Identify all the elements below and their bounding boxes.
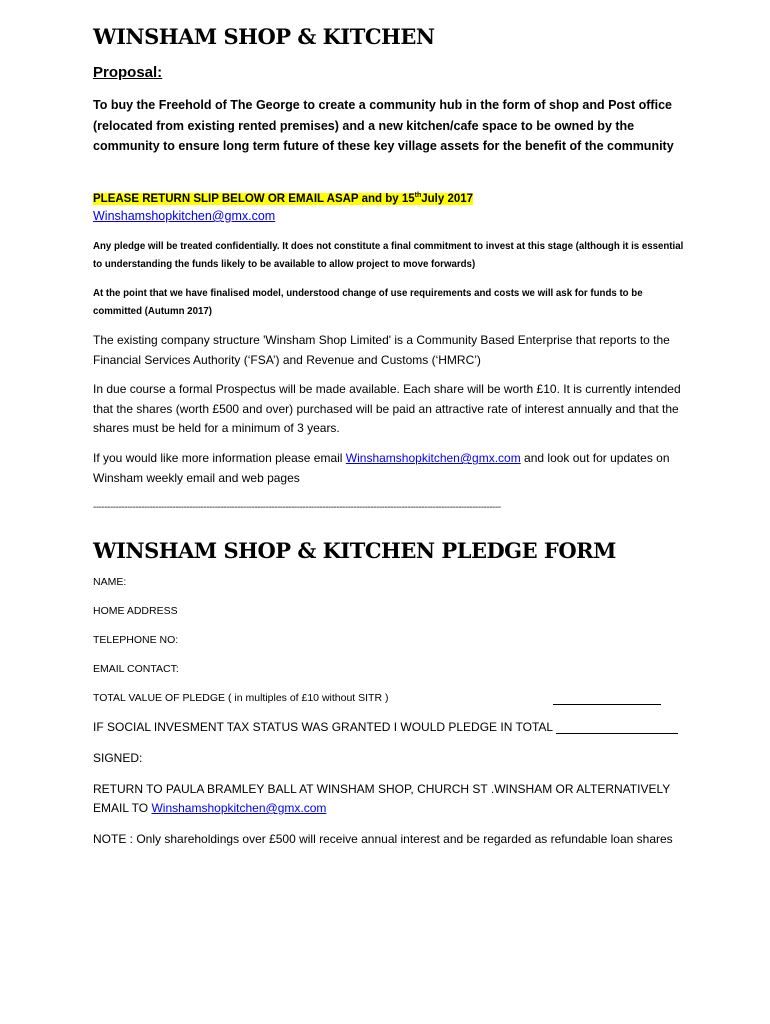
more-info-paragraph: [93, 449, 693, 488]
return-notice-text: PLEASE RETURN SLIP BELOW OR EMAIL ASAP and by 15: [93, 193, 415, 205]
structure-paragraph: The existing company structure 'Winsham Shop Limited' is a Community Based Enterprise that reports to the Financial Services Authority (‘FSA’) and Revenue and Customs (‘HMRC’): [93, 333, 670, 367]
return-instructions: RETURN TO PAULA BRAMLEY BALL AT WINSHAM SHOP, CHURCH ST .WINSHAM OR ALTERNATIVELY: [93, 782, 671, 796]
more-info-email-link[interactable]: Winshamshopkitchen@gmx.com: [345, 451, 521, 465]
cut-divider: ------------------------------------------------------------------------------------------------------------------------------------------------: [93, 502, 501, 513]
email-field-label: EMAIL CONTACT:: [93, 663, 179, 675]
pledge-form-title: WINSHAM SHOP & KITCHEN PLEDGE FORM: [93, 538, 616, 563]
return-notice-highlight: [93, 193, 473, 205]
name-field-label: NAME:: [93, 576, 127, 588]
pledge-value-blank[interactable]: [553, 692, 661, 705]
pledge-value-label: TOTAL VALUE OF PLEDGE ( in multiples of £10 without SITR ): [93, 692, 389, 704]
page-title: WINSHAM SHOP & KITCHEN: [93, 24, 435, 49]
email-link[interactable]: Winshamshopkitchen@gmx.com: [93, 209, 276, 223]
more-info-text: If you would like more information please email: [93, 451, 346, 465]
address-field-label: HOME ADDRESS: [93, 605, 178, 617]
proposal-label: Proposal:: [93, 64, 163, 81]
more-info-text-after: and look out for updates on Winsham weekly email and web pages: [93, 451, 670, 485]
return-notice-sup: th: [414, 192, 422, 200]
commitment-note: At the point that we have finalised model, understood change of use requirements and costs we will ask for funds to be committed (Autumn 2017): [93, 288, 643, 317]
sitr-pledge-label: IF SOCIAL INVESMENT TAX STATUS WAS GRANTED I WOULD PLEDGE IN TOTAL: [93, 720, 553, 734]
return-notice: [93, 189, 473, 207]
return-email-line: [93, 801, 326, 815]
return-email-link[interactable]: Winshamshopkitchen@gmx.com: [151, 801, 327, 815]
prospectus-paragraph: In due course a formal Prospectus will be made available. Each share will be worth £10. It is currently intended that the shares (worth £500 and over) purchased will be paid an attractive rate of interest annually and that the shares must be held for a minimum of 3 years.: [93, 382, 681, 435]
shareholding-note: NOTE : Only shareholdings over £500 will receive annual interest and be regarded as refundable loan shares: [93, 832, 673, 846]
confidentiality-note: Any pledge will be treated confidentially. It does not constitute a final commitment to invest at this stage (although it is essential to understanding the funds likely to be available to allow project to move forwards): [93, 241, 684, 270]
return-notice-date: July 2017: [421, 193, 474, 205]
signed-label: SIGNED:: [93, 751, 143, 765]
sitr-pledge-blank[interactable]: [556, 720, 678, 734]
phone-field-label: TELEPHONE NO:: [93, 634, 179, 646]
return-email-prefix: EMAIL TO: [93, 801, 152, 815]
proposal-text: To buy the Freehold of The George to create a community hub in the form of shop and Post office (relocated from existing rented premises) and a new kitchen/cafe space to be owned by the community to ensure long term future of these key village assets for the benefit of the community: [93, 98, 674, 153]
sitr-pledge-line: [93, 720, 678, 734]
